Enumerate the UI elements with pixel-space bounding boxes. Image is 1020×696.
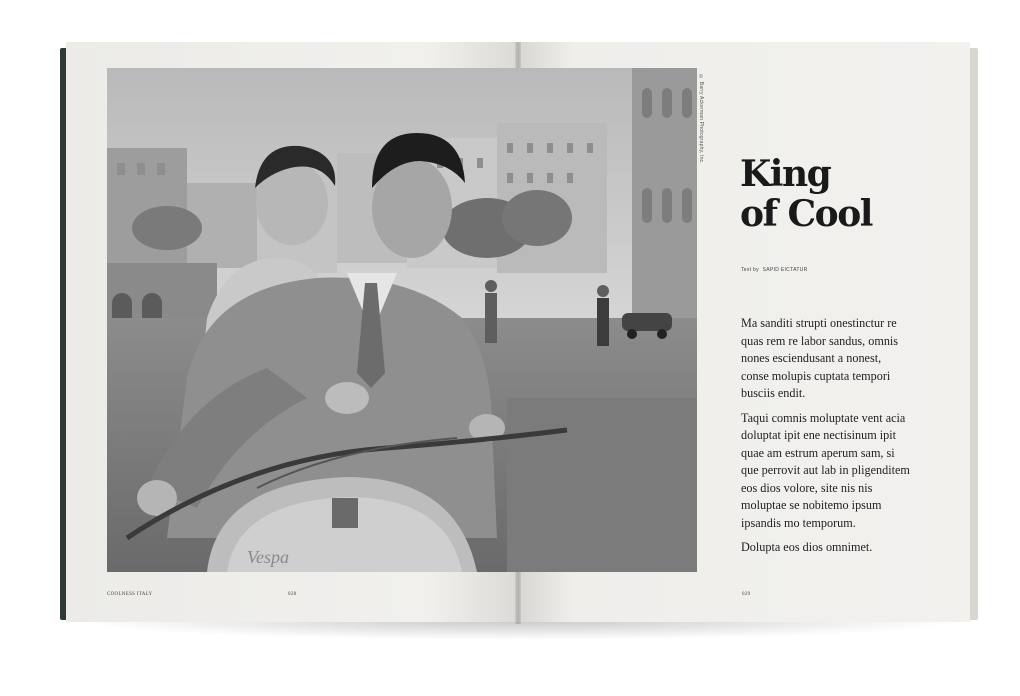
right-page-number: 029	[742, 592, 751, 597]
open-magazine	[60, 42, 978, 624]
scooter-photo	[107, 68, 697, 572]
article-body	[741, 315, 911, 564]
article-title	[740, 154, 872, 234]
title-line-2: of Cool	[740, 193, 872, 235]
byline-prefix: Text by	[741, 267, 759, 273]
section-label: COOLNESS ITALY	[107, 592, 153, 597]
paragraph-3: Dolupta eos dios omnimet.	[741, 540, 873, 554]
byline-author: SAPID EICTATUR	[762, 267, 808, 273]
byline	[741, 267, 808, 273]
photo-credit: © Barry Ackerman Photography, Inc.	[698, 74, 704, 164]
left-page-number: 028	[288, 592, 297, 597]
paragraph-2: Taqui comnis moluptate vent acia doluptat ipit ene nectisinum ipit quae am estrum aperum sam, si que perrovit aut lab in pligenditem eos dios volore, site nis nis moluptae se nobitemo ipsum ipsandis mo temporum.	[741, 410, 910, 530]
paragraph-1: Ma sanditi strupti onestinctur re quas rem re labor sandus, omnis nones esciendusant a nonest, conse molupis cuptata tempori busciis endit.	[741, 316, 899, 400]
title-line-1: King	[740, 153, 831, 195]
svg-text:Vespa: Vespa	[247, 547, 289, 567]
